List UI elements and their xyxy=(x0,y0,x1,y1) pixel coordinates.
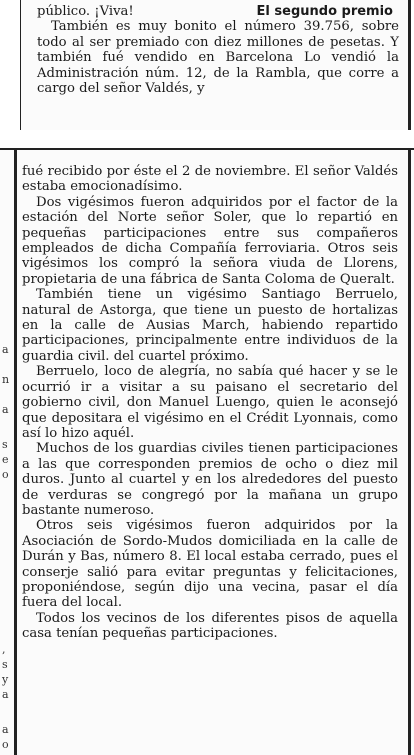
paragraph: También tiene un vigésimo Santiago Berruelo, natural de Astorga, que tiene un puesto de hortalizas en la calle de Ausias March, habiendo repartido participaciones, principalmente entre individuos de la guardia civil. del cuartel próximo. xyxy=(22,287,398,364)
article-column-top xyxy=(37,4,399,96)
article-column-main xyxy=(22,164,398,642)
column-rule xyxy=(408,0,411,130)
column-rule-right xyxy=(408,148,411,755)
paragraph: Berruelo, loco de alegría, no sabía qué hacer y se le ocurrió ir a visitar a su paisano el secretario del gobierno civil, don Manuel Luengo, quien le aconsejó que depositara el vigésimo en el Crédit Lyonnais, como así lo hizo aquél. xyxy=(22,364,398,441)
gutter-char: a xyxy=(2,343,9,356)
gutter-char: y xyxy=(2,673,9,686)
gutter-char: a xyxy=(2,723,9,736)
gutter-char: s xyxy=(2,438,8,451)
column-rule-left xyxy=(14,148,17,755)
newspaper-clipping-main xyxy=(0,148,414,755)
gutter-char: n xyxy=(2,373,10,386)
gutter-char: a xyxy=(2,688,9,701)
paragraph: Muchos de los guardias civiles tienen participaciones a las que corresponden premios de ocho o diez mil duros. Junto al cuartel y en los alrededores del puesto de verduras se congregó por la mañana un grupo bastante numeroso. xyxy=(22,441,398,518)
top-rule xyxy=(0,148,414,150)
gutter-char: s xyxy=(2,658,8,671)
paragraph: Otros seis vigésimos fueron adquiridos por la Asociación de Sordo-Mudos domiciliada en la calle de Durán y Bas, número 8. El local estaba cerrado, pues el conserje salió para evitar preguntas y felicitaciones, proponiéndose, según dijo una vecina, pasar el día fuera del local. xyxy=(22,518,398,611)
paragraph: Dos vigésimos fueron adquiridos por el factor de la estación del Norte señor Soler, que lo repartió en pequeñas participaciones entre sus compañeros empleados de dicha Compañía ferroviaria. Otros seis vigésimos los compró la señora viuda de Llorens, propietaria de una fábrica de Santa Coloma de Queralt. xyxy=(22,194,398,287)
gutter-char: o xyxy=(2,738,9,751)
paragraph: También es muy bonito el número 39.756, sobre todo al ser premiado con diez millones de pesetas. Y también fué vendido en Barcelona Lo vendió la Administración núm. 12, de la Rambla, que corre a cargo del señor Valdés, y xyxy=(37,19,399,97)
neighbor-column-fragment xyxy=(0,148,14,755)
gutter-char: a xyxy=(2,403,9,416)
gutter-char: , xyxy=(2,643,6,656)
gutter-char: e xyxy=(2,453,9,466)
paragraph: Todos los vecinos de los diferentes pisos de aquella casa tenían pequeñas participaciones. xyxy=(22,610,398,642)
subheading: El segundo premio xyxy=(256,4,393,19)
gutter-char: o xyxy=(2,468,9,481)
lead-line: público. ¡Viva! xyxy=(37,4,134,19)
paragraph: fué recibido por éste el 2 de noviembre. El señor Valdés estaba emocionadísimo. xyxy=(22,164,398,195)
newspaper-clipping-top xyxy=(20,0,411,130)
